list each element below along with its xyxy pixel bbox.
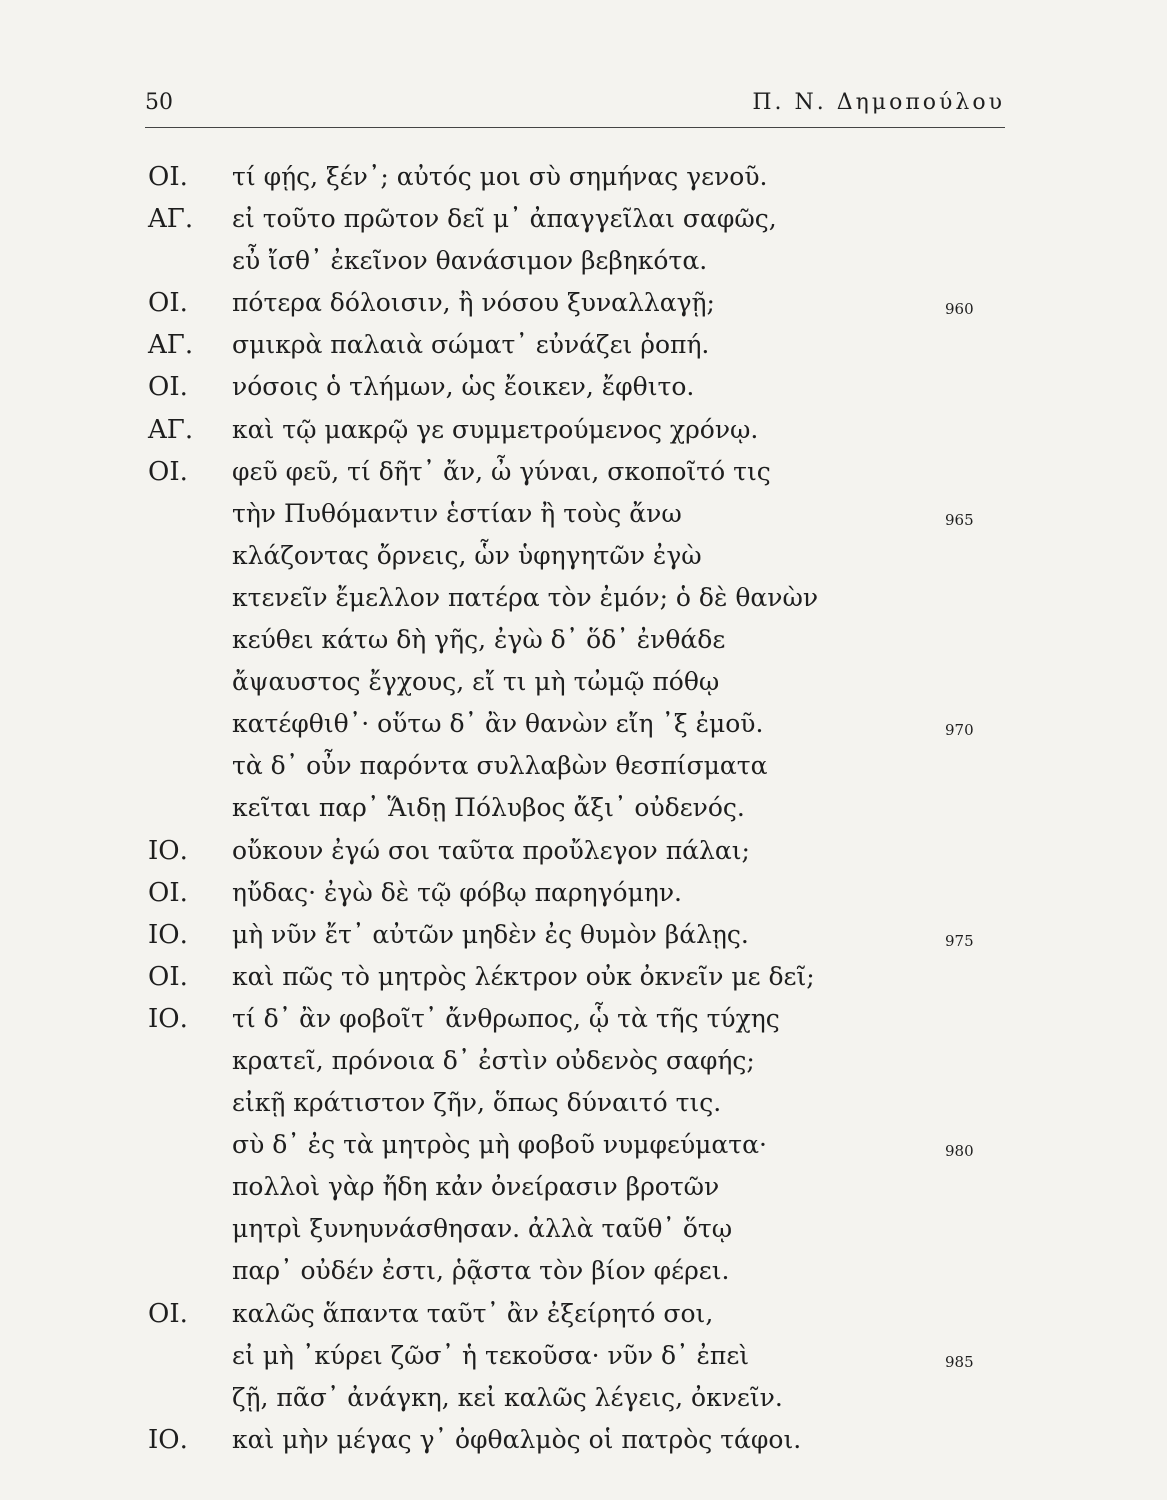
speaker-label: ΟΙ. <box>148 162 188 192</box>
verse-line <box>0 1004 1167 1046</box>
verse-text-line: ηὔδας· ἐγὼ δὲ τῷ φόβῳ παρηγόμην. <box>232 877 682 907</box>
verse-text-line: μὴ νῦν ἔτ᾽ αὐτῶν μηδὲν ἐς θυμὸν βάλῃς. <box>232 919 749 949</box>
verse-text-line: σὺ δ᾽ ἐς τὰ μητρὸς μὴ φοβοῦ νυμφεύματα· <box>232 1130 767 1160</box>
speaker-label: ΟΙ. <box>148 288 188 319</box>
speaker-label: ΙΟ. <box>148 835 188 866</box>
verse-line <box>0 920 1167 962</box>
verse-text-line: τί δ᾽ ἂν φοβοῖτ᾽ ἄνθρωπος, ᾧ τὰ τῆς τύχης <box>232 1003 780 1033</box>
speaker-label: ΙΟ. <box>148 1424 188 1455</box>
verse-line <box>0 962 1167 1004</box>
running-title: Π. Ν. Δημοπούλου <box>752 90 1005 115</box>
verse-line <box>0 204 1167 246</box>
verse-line <box>0 162 1167 204</box>
verse-line <box>0 1383 1167 1425</box>
verse-line <box>0 1046 1167 1088</box>
verse-text-line: καὶ τῷ μακρῷ γε συμμετρούμενος χρόνῳ. <box>232 414 759 444</box>
verse-text-line: πότερα δόλοισιν, ἢ νόσου ξυναλλαγῇ; <box>232 288 715 318</box>
verse-text-line: εἰ τοῦτο πρῶτον δεῖ μ᾽ ἀπαγγεῖλαι σαφῶς, <box>232 204 777 234</box>
line-number: 975 <box>945 931 974 950</box>
verse-line <box>0 667 1167 709</box>
verse-text-line: εὖ ἴσθ᾽ ἐκεῖνον θανάσιμον βεβηκότα. <box>232 246 708 276</box>
verse-text-line: καὶ πῶς τὸ μητρὸς λέκτρον οὐκ ὀκνεῖν με δεῖ; <box>232 961 815 991</box>
speaker-label: ΟΙ. <box>148 1298 188 1329</box>
verse-line <box>0 541 1167 583</box>
speaker-label: ΙΟ. <box>148 919 188 950</box>
line-number: 985 <box>945 1352 974 1371</box>
page-header <box>145 90 1005 124</box>
speaker-label: ΟΙ. <box>148 456 188 487</box>
line-number: 960 <box>945 300 974 319</box>
verse-line <box>0 1214 1167 1256</box>
line-number: 965 <box>945 510 974 529</box>
speaker-label: ΟΙ. <box>148 877 188 908</box>
verse-line <box>0 1130 1167 1172</box>
verse-text-line: πολλοὶ γὰρ ἤδη κἀν ὀνείρασιν βροτῶν <box>232 1172 720 1202</box>
speaker-label: ΟΙ. <box>148 372 188 403</box>
verse-text-line: φεῦ φεῦ, τί δῆτ᾽ ἄν, ὦ γύναι, σκοποῖτό τις <box>232 456 771 486</box>
verse-text-line: κατέφθιθ᾽· οὕτω δ᾽ ἂν θανὼν εἴη ᾽ξ ἐμοῦ. <box>232 709 764 739</box>
verse-line <box>0 372 1167 414</box>
verse-text-line: καὶ μὴν μέγας γ᾽ ὀφθαλμὸς οἱ πατρὸς τάφοι. <box>232 1424 802 1454</box>
verse-line <box>0 1256 1167 1298</box>
header-rule <box>145 127 1005 128</box>
verse-text-line: κλάζοντας ὄρνεις, ὧν ὑφηγητῶν ἐγὼ <box>232 540 702 570</box>
verse-line <box>0 836 1167 878</box>
verse-text-line: κεῖται παρ᾽ Ἅιδῃ Πόλυβος ἄξι᾽ οὐδενός. <box>232 793 745 823</box>
verse-text-line: παρ᾽ οὐδέν ἐστι, ῥᾷστα τὸν βίον φέρει. <box>232 1256 730 1286</box>
verse-text-line: κρατεῖ, πρόνοια δ᾽ ἐστὶν οὐδενὸς σαφής; <box>232 1045 755 1075</box>
verse-line <box>0 793 1167 835</box>
verse-line <box>0 625 1167 667</box>
verse-line <box>0 246 1167 288</box>
verse-text-line: καλῶς ἅπαντα ταῦτ᾽ ἂν ἐξείρητό σοι, <box>232 1298 714 1328</box>
verse-line <box>0 288 1167 330</box>
speaker-label: ΙΟ. <box>148 1003 188 1034</box>
verse-line <box>0 751 1167 793</box>
speaker-label: ΑΓ. <box>148 330 194 361</box>
verse-line <box>0 709 1167 751</box>
verse-text-line: ἄψαυστος ἔγχους, εἴ τι μὴ τὠμῷ πόθῳ <box>232 667 720 697</box>
verse-text-line: σμικρὰ παλαιὰ σώματ᾽ εὐνάζει ῥοπή. <box>232 330 710 360</box>
verse-text-line: τὴν Πυθόμαντιν ἑστίαν ἢ τοὺς ἄνω <box>232 498 682 528</box>
verse-text-line: οὔκουν ἐγώ σοι ταῦτα προὔλεγον πάλαι; <box>232 835 750 865</box>
speaker-label: ΑΓ. <box>148 204 194 235</box>
speaker-label: ΟΙ. <box>148 961 188 992</box>
speaker-label: ΑΓ. <box>148 414 194 445</box>
verse-line <box>0 457 1167 499</box>
verse-text-line: τὰ δ᾽ οὖν παρόντα συλλαβὼν θεσπίσματα <box>232 751 768 781</box>
verse-line <box>0 1088 1167 1130</box>
verse-line <box>0 330 1167 372</box>
verse-text-line: κεύθει κάτω δὴ γῆς, ἐγὼ δ᾽ ὅδ᾽ ἐνθάδε <box>232 625 726 655</box>
verse-line <box>0 878 1167 920</box>
verse-text-line: κτενεῖν ἔμελλον πατέρα τὸν ἐμόν; ὁ δὲ θανὼν <box>232 582 819 612</box>
page-number: 50 <box>145 90 173 115</box>
verse-line <box>0 1172 1167 1214</box>
verse-text-line: νόσοις ὁ τλήμων, ὡς ἔοικεν, ἔφθιτο. <box>232 372 695 402</box>
verse-line <box>0 1425 1167 1467</box>
line-number: 980 <box>945 1142 974 1161</box>
verse-text-line: εἰ μὴ ᾽κύρει ζῶσ᾽ ἡ τεκοῦσα· νῦν δ᾽ ἐπεὶ <box>232 1340 750 1370</box>
verse-text-line: εἰκῇ κράτιστον ζῆν, ὅπως δύναιτό τις. <box>232 1088 722 1118</box>
verse-text-line: ζῇ, πᾶσ᾽ ἀνάγκη, κεἰ καλῶς λέγεις, ὀκνεῖν. <box>232 1382 783 1412</box>
verse-line <box>0 583 1167 625</box>
verse-line <box>0 1299 1167 1341</box>
verse-text-line: τί φῄς, ξέν᾽; αὐτός μοι σὺ σημήνας γενοῦ. <box>232 162 768 191</box>
line-number: 970 <box>945 721 974 740</box>
verse-text-line: μητρὶ ξυνηυνάσθησαν. ἀλλὰ ταῦθ᾽ ὅτῳ <box>232 1214 733 1244</box>
verse-line <box>0 415 1167 457</box>
verse-line <box>0 499 1167 541</box>
verse-line <box>0 1341 1167 1383</box>
verse-text <box>0 162 1167 1467</box>
